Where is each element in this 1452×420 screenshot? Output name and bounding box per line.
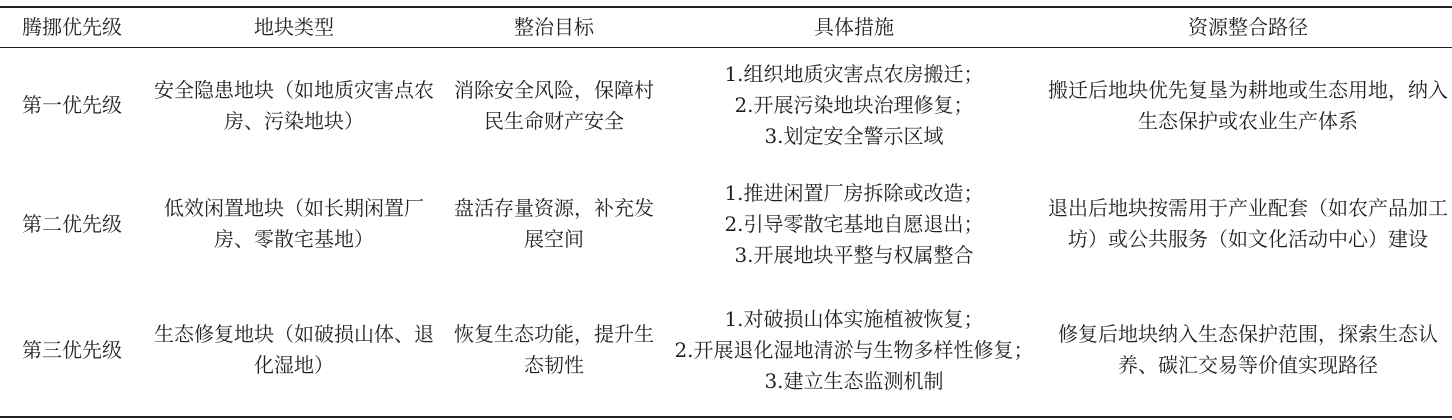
measure-item: 1.组织地质灾害点农房搬迁； [724,62,984,87]
integration-path-cell: 修复后地块纳入生态保护范围，探索生态认养、碳汇交易等价值实现路径 [1044,284,1452,417]
priority-cell: 第三优先级 [0,284,144,417]
priority-cell: 第一优先级 [22,93,122,118]
integration-path-cell: 搬迁后地块优先复垦为耕地或生态用地，纳入生态保护或农业生产体系 [1048,77,1448,133]
table-row [0,164,1452,284]
table-body [0,47,1452,417]
table-header [0,7,1452,47]
header-priority: 腾挪优先级 [0,7,144,47]
measure-item: 1.推进闲置厂房拆除或改造； [724,180,984,205]
land-relocation-priority-table [0,6,1452,418]
measure-item: 3.开展地块平整与权属整合 [734,242,974,267]
header-parcel-type: 地块类型 [144,7,444,47]
goal-cell: 恢复生态功能，提升生态韧性 [444,284,664,417]
header-measures: 具体措施 [664,7,1044,47]
goal-cell: 盘活存量资源，补充发展空间 [454,196,654,251]
measure-item: 3.划定安全警示区域 [764,124,944,149]
table-row [0,47,1452,164]
parcel-type-cell: 低效闲置地块（如长期闲置厂房、零散宅基地） [164,196,424,251]
table-row [0,284,1452,417]
integration-path-cell: 退出后地块按需用于产业配套（如农产品加工坊）或公共服务（如文化活动中心）建设 [1048,196,1448,251]
measure-item: 2.引导零散宅基地自愿退出； [724,211,984,236]
measures-cell [664,284,1044,417]
priority-cell: 第二优先级 [22,211,122,236]
measures-cell [664,164,1044,284]
goal-cell: 消除安全风险，保障村民生命财产安全 [454,77,654,133]
parcel-type-cell: 安全隐患地块（如地质灾害点农房、污染地块） [154,77,434,133]
measure-item: 1.对破损山体实施植被恢复； [724,306,984,331]
header-goal: 整治目标 [444,7,664,47]
measures-cell [664,47,1044,164]
measure-item: 2.开展污染地块治理修复； [734,93,974,118]
header-integration-path: 资源整合路径 [1044,7,1452,47]
measure-item: 2.开展退化湿地清淤与生物多样性修复； [674,337,1034,362]
header-row [0,7,1452,47]
measure-item: 3.建立生态监测机制 [764,368,944,393]
parcel-type-cell: 生态修复地块（如破损山体、退化湿地） [144,284,444,417]
